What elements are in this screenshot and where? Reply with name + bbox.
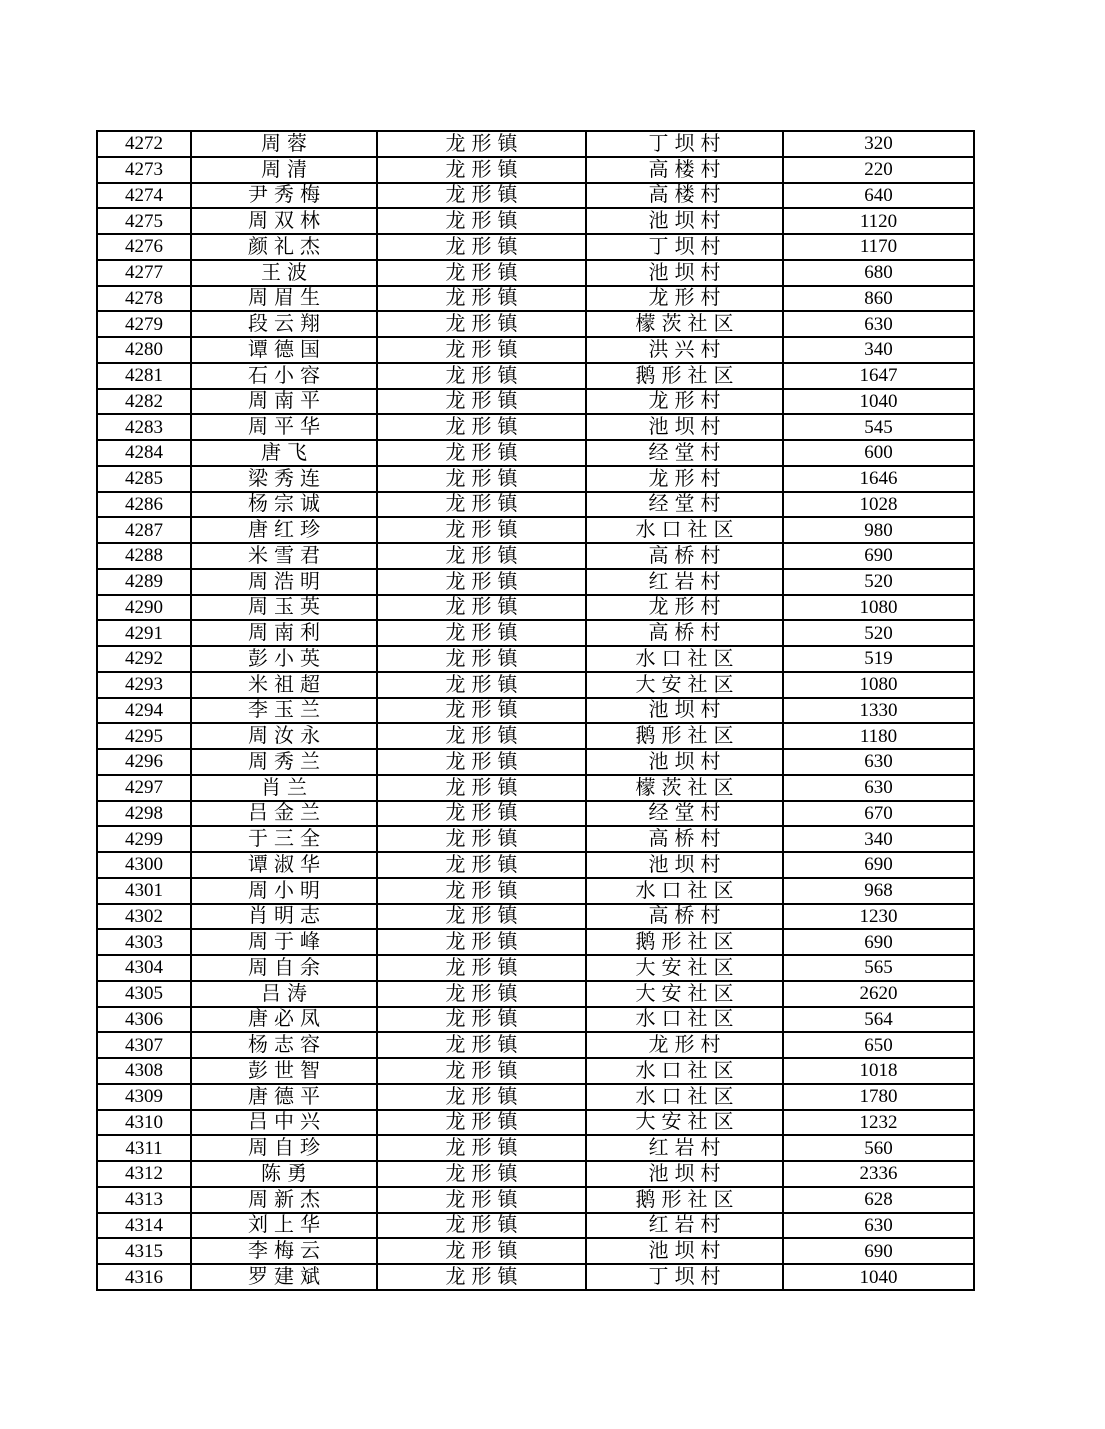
cell-name: 罗建斌 — [191, 1264, 377, 1290]
table-row — [97, 1161, 974, 1187]
cell-id: 4278 — [97, 286, 191, 312]
table-row — [97, 929, 974, 955]
table-row — [97, 775, 974, 801]
cell-village: 龙形村 — [586, 1032, 783, 1058]
cell-id: 4282 — [97, 389, 191, 415]
cell-town: 龙形镇 — [377, 1110, 586, 1136]
cell-village: 经堂村 — [586, 801, 783, 827]
cell-amount: 630 — [783, 1213, 974, 1239]
cell-amount: 690 — [783, 543, 974, 569]
cell-id: 4314 — [97, 1213, 191, 1239]
cell-id: 4311 — [97, 1135, 191, 1161]
cell-town: 龙形镇 — [377, 929, 586, 955]
cell-village: 龙形村 — [586, 389, 783, 415]
table-row — [97, 131, 974, 157]
cell-town: 龙形镇 — [377, 389, 586, 415]
table-row — [97, 157, 974, 183]
cell-id: 4291 — [97, 620, 191, 646]
cell-name: 周清 — [191, 157, 377, 183]
cell-town: 龙形镇 — [377, 492, 586, 518]
cell-amount: 1232 — [783, 1110, 974, 1136]
table-row — [97, 208, 974, 234]
cell-name: 梁秀连 — [191, 466, 377, 492]
cell-village: 池坝村 — [586, 1238, 783, 1264]
cell-village: 龙形村 — [586, 286, 783, 312]
cell-id: 4310 — [97, 1110, 191, 1136]
cell-town: 龙形镇 — [377, 723, 586, 749]
cell-town: 龙形镇 — [377, 646, 586, 672]
cell-village: 经堂村 — [586, 440, 783, 466]
cell-amount: 670 — [783, 801, 974, 827]
cell-name: 于三全 — [191, 826, 377, 852]
cell-town: 龙形镇 — [377, 569, 586, 595]
cell-town: 龙形镇 — [377, 1058, 586, 1084]
table-body — [97, 131, 974, 1290]
cell-amount: 1080 — [783, 672, 974, 698]
table-row — [97, 852, 974, 878]
cell-name: 吕金兰 — [191, 801, 377, 827]
cell-name: 周眉生 — [191, 286, 377, 312]
cell-id: 4289 — [97, 569, 191, 595]
cell-name: 谭德国 — [191, 337, 377, 363]
table-row — [97, 440, 974, 466]
cell-name: 吕中兴 — [191, 1110, 377, 1136]
table-row — [97, 620, 974, 646]
cell-amount: 630 — [783, 775, 974, 801]
cell-village: 经堂村 — [586, 492, 783, 518]
cell-town: 龙形镇 — [377, 131, 586, 157]
cell-amount: 320 — [783, 131, 974, 157]
cell-village: 水口社区 — [586, 517, 783, 543]
table-row — [97, 286, 974, 312]
cell-amount: 564 — [783, 1007, 974, 1033]
table-row — [97, 569, 974, 595]
cell-village: 池坝村 — [586, 208, 783, 234]
cell-id: 4288 — [97, 543, 191, 569]
table-row — [97, 672, 974, 698]
cell-id: 4281 — [97, 363, 191, 389]
cell-name: 李玉兰 — [191, 698, 377, 724]
cell-amount: 1180 — [783, 723, 974, 749]
cell-id: 4287 — [97, 517, 191, 543]
cell-village: 水口社区 — [586, 878, 783, 904]
cell-name: 周平华 — [191, 414, 377, 440]
table-row — [97, 1135, 974, 1161]
cell-name: 米雪君 — [191, 543, 377, 569]
cell-id: 4315 — [97, 1238, 191, 1264]
cell-town: 龙形镇 — [377, 1135, 586, 1161]
cell-name: 彭小英 — [191, 646, 377, 672]
cell-name: 彭世智 — [191, 1058, 377, 1084]
cell-amount: 690 — [783, 1238, 974, 1264]
cell-town: 龙形镇 — [377, 801, 586, 827]
cell-id: 4293 — [97, 672, 191, 698]
cell-town: 龙形镇 — [377, 595, 586, 621]
cell-village: 龙形村 — [586, 466, 783, 492]
cell-village: 池坝村 — [586, 1161, 783, 1187]
cell-name: 石小容 — [191, 363, 377, 389]
cell-name: 颜礼杰 — [191, 234, 377, 260]
cell-village: 红岩村 — [586, 1135, 783, 1161]
cell-town: 龙形镇 — [377, 234, 586, 260]
cell-town: 龙形镇 — [377, 1032, 586, 1058]
cell-village: 池坝村 — [586, 260, 783, 286]
cell-amount: 1170 — [783, 234, 974, 260]
cell-name: 周蓉 — [191, 131, 377, 157]
cell-town: 龙形镇 — [377, 981, 586, 1007]
cell-town: 龙形镇 — [377, 1007, 586, 1033]
table-row — [97, 492, 974, 518]
cell-amount: 690 — [783, 929, 974, 955]
cell-id: 4275 — [97, 208, 191, 234]
cell-id: 4274 — [97, 183, 191, 209]
cell-id: 4294 — [97, 698, 191, 724]
cell-amount: 340 — [783, 826, 974, 852]
cell-name: 周玉英 — [191, 595, 377, 621]
cell-amount: 1080 — [783, 595, 974, 621]
cell-town: 龙形镇 — [377, 878, 586, 904]
table-row — [97, 981, 974, 1007]
cell-village: 鹅形社区 — [586, 1187, 783, 1213]
cell-town: 龙形镇 — [377, 311, 586, 337]
table-row — [97, 595, 974, 621]
cell-id: 4273 — [97, 157, 191, 183]
cell-id: 4303 — [97, 929, 191, 955]
cell-id: 4277 — [97, 260, 191, 286]
cell-village: 池坝村 — [586, 852, 783, 878]
cell-village: 丁坝村 — [586, 131, 783, 157]
table-row — [97, 363, 974, 389]
cell-amount: 1120 — [783, 208, 974, 234]
cell-id: 4300 — [97, 852, 191, 878]
table-row — [97, 183, 974, 209]
payment-roster-table — [96, 130, 975, 1291]
cell-town: 龙形镇 — [377, 337, 586, 363]
cell-id: 4292 — [97, 646, 191, 672]
cell-village: 大安社区 — [586, 1110, 783, 1136]
cell-name: 周自余 — [191, 955, 377, 981]
cell-name: 周双林 — [191, 208, 377, 234]
cell-village: 丁坝村 — [586, 1264, 783, 1290]
cell-village: 水口社区 — [586, 1084, 783, 1110]
table-row — [97, 723, 974, 749]
cell-name: 唐必凤 — [191, 1007, 377, 1033]
cell-name: 刘上华 — [191, 1213, 377, 1239]
cell-amount: 1647 — [783, 363, 974, 389]
cell-village: 高桥村 — [586, 620, 783, 646]
cell-village: 高桥村 — [586, 904, 783, 930]
cell-amount: 1018 — [783, 1058, 974, 1084]
cell-id: 4295 — [97, 723, 191, 749]
cell-town: 龙形镇 — [377, 749, 586, 775]
cell-id: 4316 — [97, 1264, 191, 1290]
cell-id: 4272 — [97, 131, 191, 157]
cell-village: 池坝村 — [586, 749, 783, 775]
cell-town: 龙形镇 — [377, 543, 586, 569]
cell-amount: 2620 — [783, 981, 974, 1007]
cell-name: 李梅云 — [191, 1238, 377, 1264]
cell-village: 高楼村 — [586, 183, 783, 209]
cell-town: 龙形镇 — [377, 955, 586, 981]
cell-amount: 630 — [783, 749, 974, 775]
cell-town: 龙形镇 — [377, 286, 586, 312]
cell-village: 红岩村 — [586, 569, 783, 595]
cell-village: 大安社区 — [586, 955, 783, 981]
cell-id: 4296 — [97, 749, 191, 775]
table-row — [97, 698, 974, 724]
cell-name: 杨志容 — [191, 1032, 377, 1058]
cell-amount: 1330 — [783, 698, 974, 724]
cell-name: 周南平 — [191, 389, 377, 415]
table-row — [97, 1032, 974, 1058]
table-row — [97, 543, 974, 569]
cell-id: 4283 — [97, 414, 191, 440]
cell-village: 丁坝村 — [586, 234, 783, 260]
cell-id: 4284 — [97, 440, 191, 466]
cell-village: 大安社区 — [586, 981, 783, 1007]
cell-id: 4307 — [97, 1032, 191, 1058]
cell-amount: 2336 — [783, 1161, 974, 1187]
cell-village: 鹅形社区 — [586, 723, 783, 749]
cell-village: 檬茨社区 — [586, 311, 783, 337]
cell-id: 4299 — [97, 826, 191, 852]
cell-amount: 520 — [783, 620, 974, 646]
cell-town: 龙形镇 — [377, 260, 586, 286]
cell-id: 4304 — [97, 955, 191, 981]
cell-name: 唐飞 — [191, 440, 377, 466]
cell-town: 龙形镇 — [377, 208, 586, 234]
cell-name: 米祖超 — [191, 672, 377, 698]
cell-name: 杨宗诚 — [191, 492, 377, 518]
cell-town: 龙形镇 — [377, 183, 586, 209]
cell-town: 龙形镇 — [377, 1238, 586, 1264]
cell-id: 4280 — [97, 337, 191, 363]
cell-town: 龙形镇 — [377, 157, 586, 183]
table-row — [97, 904, 974, 930]
cell-village: 池坝村 — [586, 414, 783, 440]
table-row — [97, 955, 974, 981]
cell-name: 谭淑华 — [191, 852, 377, 878]
cell-town: 龙形镇 — [377, 904, 586, 930]
cell-name: 周新杰 — [191, 1187, 377, 1213]
cell-village: 龙形村 — [586, 595, 783, 621]
cell-name: 王波 — [191, 260, 377, 286]
cell-id: 4302 — [97, 904, 191, 930]
table-row — [97, 1007, 974, 1033]
cell-id: 4276 — [97, 234, 191, 260]
cell-id: 4306 — [97, 1007, 191, 1033]
cell-town: 龙形镇 — [377, 1161, 586, 1187]
table-row — [97, 337, 974, 363]
cell-amount: 650 — [783, 1032, 974, 1058]
cell-id: 4279 — [97, 311, 191, 337]
cell-amount: 520 — [783, 569, 974, 595]
cell-name: 周南利 — [191, 620, 377, 646]
cell-town: 龙形镇 — [377, 1084, 586, 1110]
cell-name: 唐德平 — [191, 1084, 377, 1110]
cell-id: 4285 — [97, 466, 191, 492]
cell-village: 高桥村 — [586, 826, 783, 852]
cell-id: 4301 — [97, 878, 191, 904]
table-row — [97, 1264, 974, 1290]
table-row — [97, 646, 974, 672]
table-row — [97, 414, 974, 440]
table-row — [97, 1058, 974, 1084]
cell-name: 周于峰 — [191, 929, 377, 955]
cell-amount: 560 — [783, 1135, 974, 1161]
cell-name: 周汝永 — [191, 723, 377, 749]
cell-id: 4313 — [97, 1187, 191, 1213]
cell-id: 4309 — [97, 1084, 191, 1110]
cell-village: 大安社区 — [586, 672, 783, 698]
table-row — [97, 311, 974, 337]
cell-amount: 220 — [783, 157, 974, 183]
cell-village: 洪兴村 — [586, 337, 783, 363]
cell-town: 龙形镇 — [377, 852, 586, 878]
cell-name: 肖明志 — [191, 904, 377, 930]
cell-name: 周秀兰 — [191, 749, 377, 775]
table-row — [97, 878, 974, 904]
cell-town: 龙形镇 — [377, 698, 586, 724]
cell-name: 陈勇 — [191, 1161, 377, 1187]
table-row — [97, 826, 974, 852]
cell-amount: 630 — [783, 311, 974, 337]
cell-name: 肖兰 — [191, 775, 377, 801]
cell-town: 龙形镇 — [377, 466, 586, 492]
cell-amount: 519 — [783, 646, 974, 672]
cell-id: 4297 — [97, 775, 191, 801]
cell-amount: 340 — [783, 337, 974, 363]
cell-name: 周小明 — [191, 878, 377, 904]
cell-id: 4308 — [97, 1058, 191, 1084]
cell-town: 龙形镇 — [377, 414, 586, 440]
cell-town: 龙形镇 — [377, 826, 586, 852]
cell-name: 周自珍 — [191, 1135, 377, 1161]
cell-town: 龙形镇 — [377, 672, 586, 698]
cell-name: 尹秀梅 — [191, 183, 377, 209]
cell-town: 龙形镇 — [377, 620, 586, 646]
cell-amount: 1646 — [783, 466, 974, 492]
table-row — [97, 389, 974, 415]
cell-amount: 640 — [783, 183, 974, 209]
cell-name: 唐红珍 — [191, 517, 377, 543]
cell-town: 龙形镇 — [377, 1213, 586, 1239]
cell-id: 4286 — [97, 492, 191, 518]
cell-village: 檬茨社区 — [586, 775, 783, 801]
cell-town: 龙形镇 — [377, 775, 586, 801]
cell-amount: 1230 — [783, 904, 974, 930]
cell-amount: 690 — [783, 852, 974, 878]
cell-amount: 545 — [783, 414, 974, 440]
cell-village: 鹅形社区 — [586, 363, 783, 389]
cell-amount: 565 — [783, 955, 974, 981]
cell-id: 4305 — [97, 981, 191, 1007]
cell-name: 段云翔 — [191, 311, 377, 337]
cell-village: 高桥村 — [586, 543, 783, 569]
cell-town: 龙形镇 — [377, 1187, 586, 1213]
table-row — [97, 260, 974, 286]
cell-amount: 1028 — [783, 492, 974, 518]
cell-amount: 860 — [783, 286, 974, 312]
table-row — [97, 466, 974, 492]
cell-name: 周浩明 — [191, 569, 377, 595]
table-row — [97, 234, 974, 260]
cell-name: 吕涛 — [191, 981, 377, 1007]
cell-amount: 1780 — [783, 1084, 974, 1110]
cell-amount: 628 — [783, 1187, 974, 1213]
cell-village: 水口社区 — [586, 1007, 783, 1033]
cell-village: 水口社区 — [586, 646, 783, 672]
cell-id: 4298 — [97, 801, 191, 827]
cell-village: 池坝村 — [586, 698, 783, 724]
cell-town: 龙形镇 — [377, 517, 586, 543]
table-row — [97, 1110, 974, 1136]
cell-town: 龙形镇 — [377, 363, 586, 389]
cell-amount: 968 — [783, 878, 974, 904]
table-row — [97, 1238, 974, 1264]
cell-amount: 1040 — [783, 389, 974, 415]
cell-town: 龙形镇 — [377, 440, 586, 466]
cell-village: 鹅形社区 — [586, 929, 783, 955]
cell-village: 红岩村 — [586, 1213, 783, 1239]
cell-id: 4312 — [97, 1161, 191, 1187]
cell-amount: 1040 — [783, 1264, 974, 1290]
table-row — [97, 517, 974, 543]
cell-village: 高楼村 — [586, 157, 783, 183]
table-row — [97, 1084, 974, 1110]
cell-amount: 980 — [783, 517, 974, 543]
cell-amount: 600 — [783, 440, 974, 466]
cell-town: 龙形镇 — [377, 1264, 586, 1290]
table-row — [97, 749, 974, 775]
cell-village: 水口社区 — [586, 1058, 783, 1084]
table-row — [97, 1213, 974, 1239]
table-row — [97, 801, 974, 827]
cell-amount: 680 — [783, 260, 974, 286]
table-row — [97, 1187, 974, 1213]
cell-id: 4290 — [97, 595, 191, 621]
